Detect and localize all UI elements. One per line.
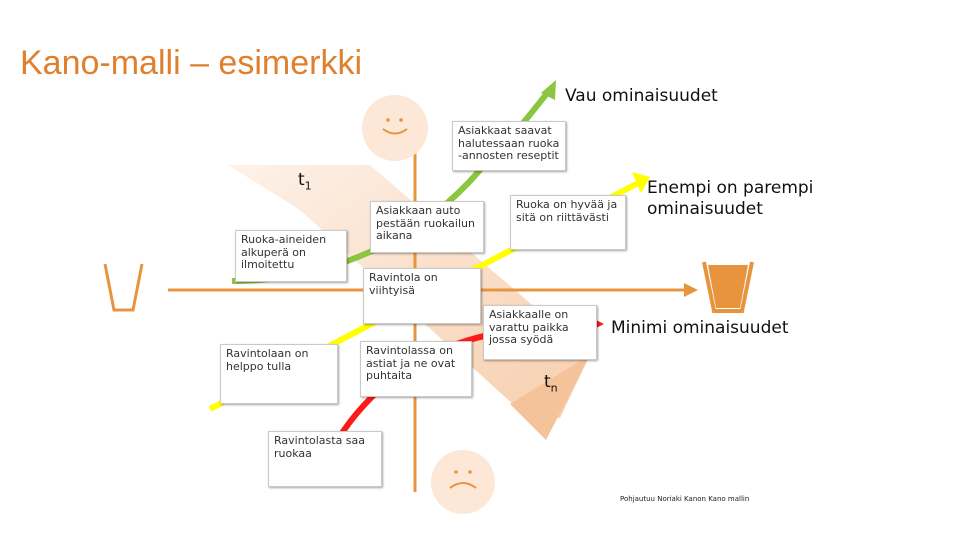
horizontal-axis-arrowhead	[684, 283, 698, 297]
performance-label: Enempi on parempi ominaisuudet	[647, 178, 814, 219]
note-recipes: Asiakkaat saavat halutessaan ruoka -annosten reseptit	[452, 121, 566, 171]
note-ingredient-origin: Ruoka-aineiden alkuperä on ilmoitettu	[235, 230, 347, 282]
time-end-label: $t_n$	[544, 372, 558, 395]
empty-glass-icon	[105, 264, 142, 310]
note-car-wash: Asiakkaan auto pestään ruokailun aikana	[370, 201, 484, 253]
note-easy-access: Ravintolaan on helppo tulla	[220, 344, 338, 404]
basic-label: Minimi ominaisuudet	[611, 318, 789, 338]
time-start-label: $t_1$	[298, 170, 312, 193]
sad-face-icon	[431, 450, 495, 514]
delighters-label: Vau ominaisuudet	[565, 86, 718, 106]
happy-face-icon	[362, 95, 428, 161]
note-reserved-seat: Asiakkaalle on varattu paikka jossa syödä	[483, 305, 597, 360]
full-glass-icon	[704, 262, 752, 311]
source-note: Pohjautuu Noriaki Kanon Kano mallin	[620, 495, 750, 503]
note-good-food: Ruoka on hyvää ja sitä on riittävästi	[510, 195, 626, 250]
note-food-available: Ravintolasta saa ruokaa	[268, 431, 382, 487]
note-clean-dishes: Ravintolassa on astiat ja ne ovat puhtaita	[360, 341, 472, 397]
page-title: Kano-malli – esimerkki	[20, 44, 362, 82]
note-cozy: Ravintola on viihtyisä	[363, 268, 481, 324]
